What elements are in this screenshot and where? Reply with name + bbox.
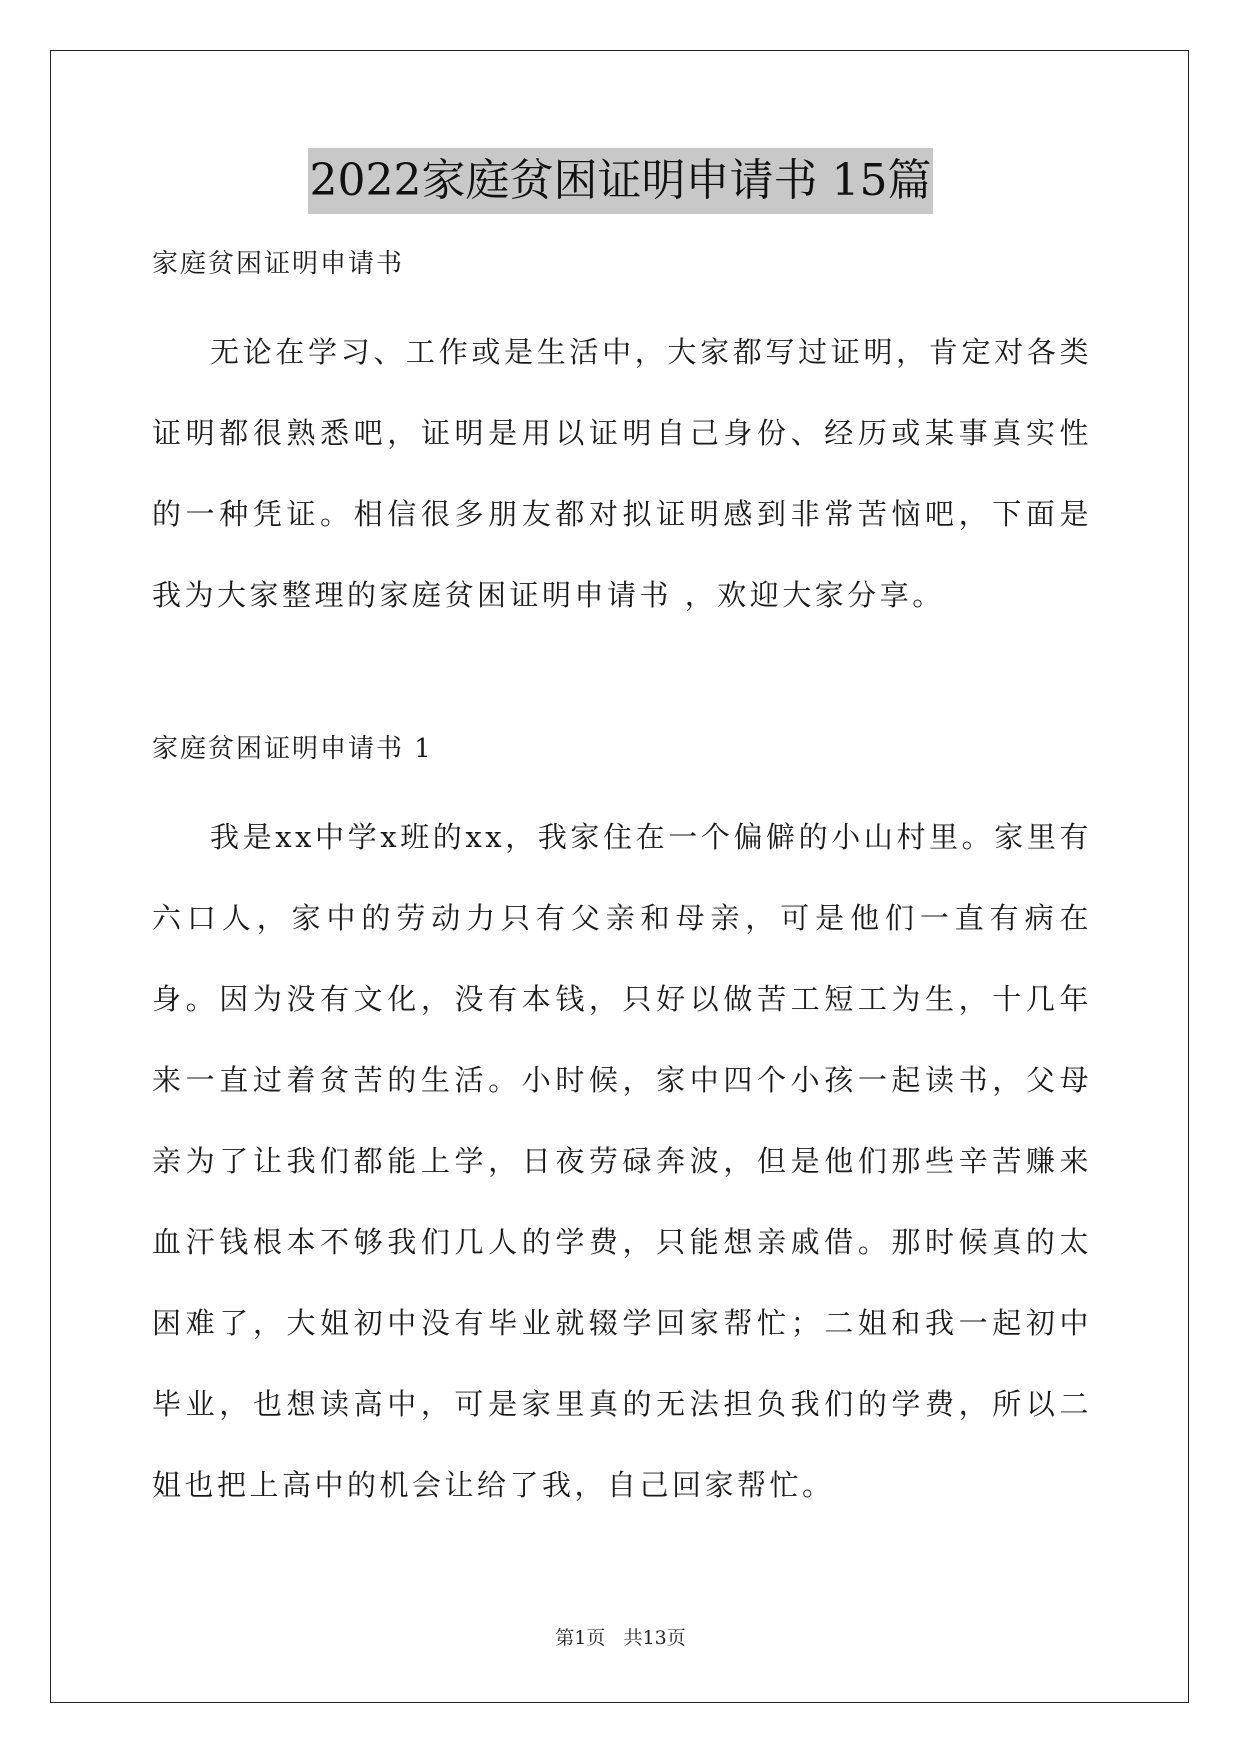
page-footer	[0, 1624, 1241, 1652]
document-body	[152, 244, 1092, 1526]
spacer	[152, 636, 1092, 729]
spacer	[152, 284, 1092, 312]
intro-paragraph: 无论在学习、工作或是生活中，大家都写过证明，肯定对各类证明都很熟悉吧，证明是用以证明自己身份、经历或某事真实性的一种凭证。相信很多朋友都对拟证明感到非常苦恼吧，下面是我为大家整理的家庭贫困证明申请书 ，欢迎大家分享。	[152, 335, 1092, 612]
section-paragraph: 我是xx中学x班的xx，我家住在一个偏僻的小山村里。家里有六口人，家中的劳动力只有父亲和母亲，可是他们一直有病在身。因为没有文化，没有本钱，只好以做苦工短工为生，十几年来一直过着贫苦的生活。小时候，家中四个小孩一起读书，父母亲为了让我们都能上学，日夜劳碌奔波，但是他们那些辛苦赚来血汗钱根本不够我们几人的学费，只能想亲戚借。那时候真的太困难了，大姐初中没有毕业就辍学回家帮忙；二姐和我一起初中毕业，也想读高中，可是家里真的无法担负我们的学费，所以二姐也把上高中的机会让给了我，自己回家帮忙。	[152, 820, 1092, 1502]
section-heading: 家庭贫困证明申请书 1	[152, 734, 433, 764]
title-container	[0, 148, 1241, 214]
spacer	[152, 769, 1092, 797]
document-title: 2022家庭贫困证明申请书 15篇	[308, 148, 934, 214]
footer-separator	[605, 1627, 623, 1649]
intro-heading: 家庭贫困证明申请书	[152, 249, 405, 279]
page-total: 共13页	[623, 1627, 686, 1649]
page-number: 第1页	[555, 1627, 606, 1649]
